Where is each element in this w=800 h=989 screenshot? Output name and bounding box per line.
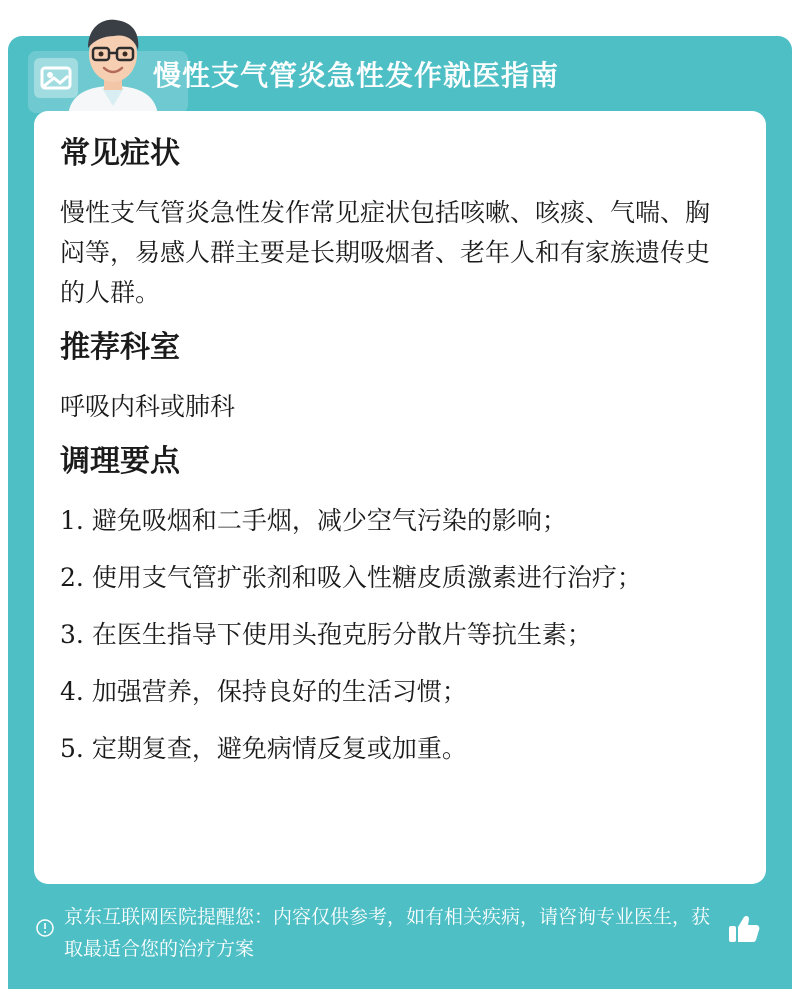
care-item — [60, 501, 730, 541]
content-body — [60, 133, 730, 786]
care-item-number: 3. — [60, 620, 84, 649]
content-card — [34, 111, 766, 884]
guide-panel — [8, 36, 792, 989]
care-item — [60, 558, 730, 598]
page-title: 慢性支气管炎急性发作就医指南 — [153, 59, 560, 92]
symptoms-title: 常见症状 — [60, 136, 180, 171]
care-item — [60, 615, 730, 655]
disclaimer-text: 京东互联网医院提醒您：内容仅供参考，如有相关疾病，请咨询专业医生，获取最适合您的治疗方案 — [64, 906, 711, 960]
care-item-number: 1. — [60, 506, 84, 535]
disclaimer-footer — [34, 901, 774, 971]
care-item-number: 2. — [60, 563, 84, 592]
care-item-text: 定期复查，避免病情反复或加重。 — [91, 734, 467, 763]
thumbs-up-icon[interactable] — [724, 909, 764, 949]
department-title: 推荐科室 — [60, 330, 180, 365]
care-item-text: 使用支气管扩张剂和吸入性糖皮质激素进行治疗； — [91, 563, 642, 592]
care-item-number: 5. — [60, 734, 84, 763]
care-item-text: 避免吸烟和二手烟，减少空气污染的影响； — [91, 506, 567, 535]
care-item-number: 4. — [60, 677, 84, 706]
department-text: 呼吸内科或肺科 — [60, 392, 236, 421]
info-icon — [36, 919, 54, 937]
symptoms-text: 慢性支气管炎急性发作常见症状包括咳嗽、咳痰、气喘、胸闷等，易感人群主要是长期吸烟者、老年人和有家族遗传史的人群。 — [60, 198, 711, 307]
care-item-text: 加强营养，保持良好的生活习惯； — [91, 677, 467, 706]
care-item — [60, 672, 730, 712]
care-item-text: 在医生指导下使用头孢克肟分散片等抗生素； — [91, 620, 592, 649]
care-title: 调理要点 — [60, 444, 180, 479]
care-list — [60, 501, 730, 769]
care-item — [60, 729, 730, 769]
doctor-avatar-icon — [58, 6, 168, 116]
